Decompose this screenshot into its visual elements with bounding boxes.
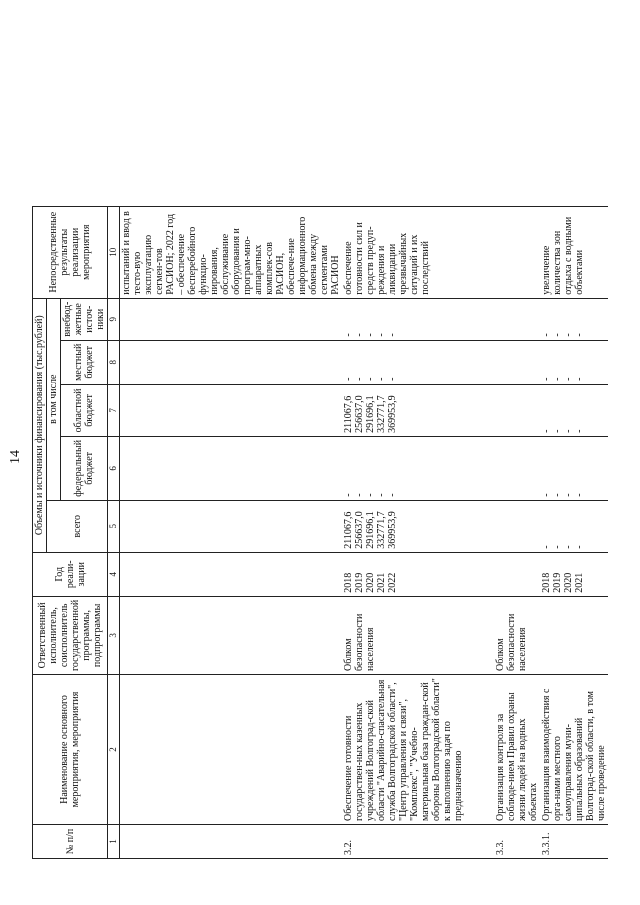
index-cell: 9 <box>108 298 120 340</box>
cell-value: - <box>552 429 563 433</box>
index-cell: 7 <box>108 384 120 436</box>
header-year: Год реали-зации <box>33 552 108 596</box>
cell-value: - <box>354 493 365 497</box>
table-cell <box>494 436 540 500</box>
row-federal <box>540 436 608 500</box>
cell-value: - <box>563 377 574 381</box>
continuation-text: испытаний и ввод в тесто-вую эксплуатацию сегмен-тов РАСИОН; 2022 год – обеспечение бесперебойного функцио-нирования, обслуживание оборудования и програм-мно-аппаратных комплек-сов РАСИОН, обеспече-ние информационного обмена между сегментами РАСИОН <box>120 206 343 298</box>
header-local: местный бюджет <box>61 340 108 384</box>
cell-value: - <box>365 377 376 381</box>
index-cell: 2 <box>108 675 120 825</box>
header-extra: внебюд-жетные источ-ники <box>61 298 108 340</box>
header-total: всего <box>47 500 108 552</box>
cell-value: - <box>541 545 552 549</box>
header-in-that: в том числе <box>47 298 61 500</box>
cell-value: 2020 <box>365 572 376 593</box>
row-regional <box>540 384 608 436</box>
cell-value: - <box>541 333 552 337</box>
cell-value: 256637,0 <box>354 395 365 433</box>
row-name: Организация взаимодействия с орга-нами местного самоуправления муни-ципальных образований Волгоград-ской области, в том числе проведение <box>540 675 608 825</box>
row-number: 3.2. <box>342 825 494 859</box>
row-regional <box>342 384 494 436</box>
table-row <box>540 206 608 858</box>
cell-value: 211067,6 <box>343 511 354 549</box>
cell-value: 2021 <box>376 572 387 593</box>
index-cell: 6 <box>108 436 120 500</box>
index-cell: 1 <box>108 825 120 859</box>
table-cell <box>120 596 343 674</box>
cell-value: - <box>365 493 376 497</box>
table-cell <box>494 298 540 340</box>
table-cell <box>494 384 540 436</box>
page-number: 14 <box>8 450 23 464</box>
row-total <box>342 500 494 552</box>
cell-value: 369953,9 <box>387 395 398 433</box>
index-cell: 10 <box>108 206 120 298</box>
cell-value: - <box>574 333 585 337</box>
cell-value: - <box>574 377 585 381</box>
row-extra <box>540 298 608 340</box>
row-number: 3.3.1. <box>540 825 608 859</box>
row-name: Организация контроля за соблюде-нием Правил охраны жизни людей на водных объектах <box>494 675 540 825</box>
cell-value: - <box>552 545 563 549</box>
row-executor <box>540 596 608 674</box>
cell-value: 291696,1 <box>365 511 376 549</box>
row-number: 3.3. <box>494 825 540 859</box>
cell-value: - <box>574 493 585 497</box>
row-executor: Облком безопасности населения <box>342 596 494 674</box>
cell-value: 2019 <box>552 572 563 593</box>
row-extra <box>342 298 494 340</box>
cell-value: 2019 <box>354 572 365 593</box>
cell-value: - <box>541 429 552 433</box>
cell-value: 332771,7 <box>376 395 387 433</box>
cell-value: - <box>552 493 563 497</box>
row-total <box>540 500 608 552</box>
header-federal: федеральный бюджет <box>61 436 108 500</box>
cell-value: - <box>387 377 398 381</box>
row-result: увеличение количества зон отдыха с водными объектами <box>540 206 608 298</box>
cell-value: - <box>387 333 398 337</box>
cell-value: 2021 <box>574 572 585 593</box>
header-funding: Объемы и источники финансирования (тыс.рублей) <box>33 298 47 552</box>
table-cell <box>494 552 540 596</box>
cell-value: - <box>552 333 563 337</box>
header-num: № п/п <box>33 825 108 859</box>
cell-value: - <box>563 545 574 549</box>
row-years <box>342 552 494 596</box>
cell-value: - <box>563 493 574 497</box>
table-cell <box>120 436 343 500</box>
table-cell <box>120 340 343 384</box>
table-cell <box>120 675 343 825</box>
cell-value: - <box>376 377 387 381</box>
cell-value: 369953,9 <box>387 511 398 549</box>
row-local <box>540 340 608 384</box>
cell-value: - <box>343 493 354 497</box>
index-cell: 5 <box>108 500 120 552</box>
table-cell <box>494 340 540 384</box>
cell-value: - <box>387 493 398 497</box>
cell-value: - <box>354 333 365 337</box>
row-years <box>540 552 608 596</box>
row-name: Обеспечение готовности государствен-ных казенных учреждений Волгоград-ской области "Аварийно-спасательная служба Волгоградской области", "Центр управления и связи", "Комплекс", "Учебно-материальная база граждан-ской обороны Волгоградской области" к выполнению задач по предназначению <box>342 675 494 825</box>
index-cell: 3 <box>108 596 120 674</box>
table-row <box>342 206 494 858</box>
cell-value: - <box>541 493 552 497</box>
table-cell <box>120 552 343 596</box>
header-regional: областной бюджет <box>61 384 108 436</box>
cell-value: - <box>343 377 354 381</box>
cell-value: 2022 <box>387 572 398 593</box>
row-federal <box>342 436 494 500</box>
cell-value: - <box>552 377 563 381</box>
table-cell <box>120 825 343 859</box>
header-executor: Ответственный исполнитель, соисполнитель государственной программы, подпрограммы <box>33 596 108 674</box>
header-result: Непосредственные результаты реализации мероприятия <box>33 206 108 298</box>
cell-value: - <box>563 429 574 433</box>
header-name: Наименование основного мероприятия, мероприятия <box>33 675 108 825</box>
table-cell <box>494 500 540 552</box>
index-cell: 8 <box>108 340 120 384</box>
cell-value: 2018 <box>541 572 552 593</box>
cell-value: - <box>365 333 376 337</box>
cell-value: - <box>541 377 552 381</box>
table-cell <box>120 384 343 436</box>
table-cell <box>494 206 540 298</box>
cell-value: 2018 <box>343 572 354 593</box>
table-cell <box>120 298 343 340</box>
index-cell: 4 <box>108 552 120 596</box>
table-cell <box>120 500 343 552</box>
row-local <box>342 340 494 384</box>
index-row <box>108 206 120 858</box>
row-executor: Облком безопасности населения <box>494 596 540 674</box>
cell-value: - <box>574 429 585 433</box>
cell-value: - <box>354 377 365 381</box>
cell-value: - <box>376 493 387 497</box>
cell-value: - <box>343 333 354 337</box>
cell-value: 332771,7 <box>376 511 387 549</box>
row-result: обеспечение готовности сил и средств предуп-реждения и ликвидации чрезвычайных ситуаций и их последствий <box>342 206 494 298</box>
cell-value: 256637,0 <box>354 511 365 549</box>
continuation-row <box>120 206 343 858</box>
table-row <box>494 206 540 858</box>
program-table <box>32 206 608 859</box>
cell-value: 211067,6 <box>343 395 354 433</box>
cell-value: 291696,1 <box>365 395 376 433</box>
cell-value: - <box>376 333 387 337</box>
cell-value: - <box>574 545 585 549</box>
cell-value: - <box>563 333 574 337</box>
cell-value: 2020 <box>563 572 574 593</box>
